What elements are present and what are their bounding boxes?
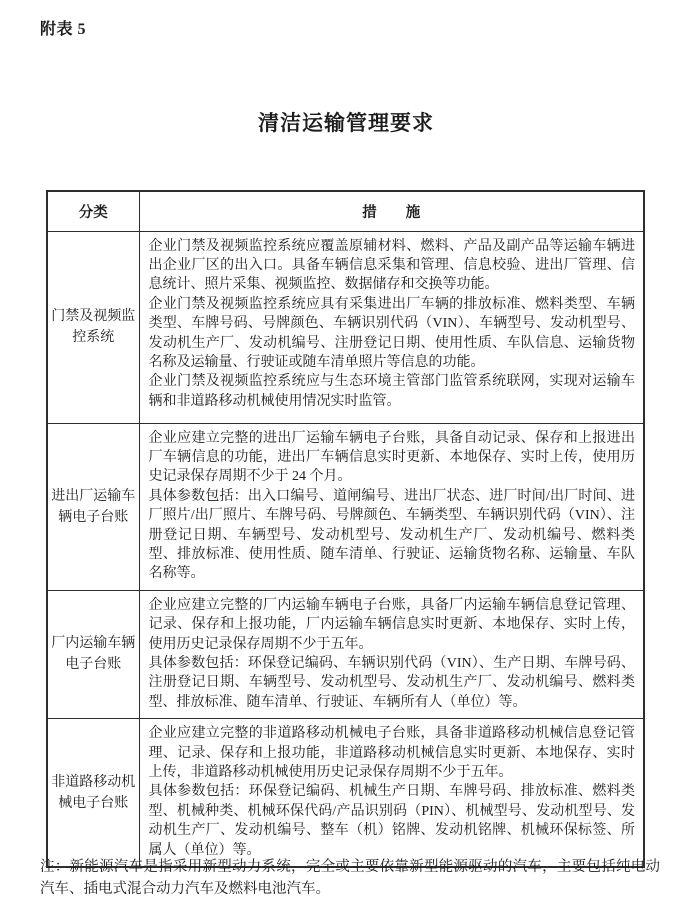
measure-paragraph: 企业应建立完整的非道路移动机械电子台账，具备非道路移动机械信息登记管理、记录、保存和上报功能，非道路移动机械信息实时更新、本地保存、实时上传，非道路移动机械使用历史记录保存周期不少于五年。 (148, 726, 635, 780)
table-header-row (47, 191, 644, 231)
measure-paragraph: 具体参数包括：环保登记编码、车辆识别代码（VIN）、生产日期、车牌号码、注册登记日期、车辆型号、发动机型号、发动机生产厂、发动机编号、燃料类型、排放标准、随车清单、行驶证、车辆所有人（单位）等。 (148, 655, 635, 710)
table-row-inout-vehicle-ledger (47, 423, 644, 590)
measure-paragraph: 具体参数包括：环保登记编码、机械生产日期、车牌号码、排放标准、燃料类型、机械种类、机械环保代码/产品识别码（PIN）、机械型号、发动机型号、发动机生产厂、发动机编号、整车（机）铭牌、发动机铭牌、机械环保标签、所属人（单位）等。 (148, 784, 635, 858)
measure-paragraph: 具体参数包括：出入口编号、道闸编号、进出厂状态、进厂时间/出厂时间、进厂照片/出厂照片、车牌号码、号牌颜色、车辆类型、车辆识别代码（VIN）、注册登记日期、车辆型号、发动机型号、发动机生产厂、发动机编号、燃料类型、排放标准、使用性质、随车清单、行驶证、运输货物名称、运输量、车队名称等。 (148, 488, 635, 582)
management-requirements-table (46, 190, 645, 868)
table-row-offroad-machinery-ledger (47, 719, 644, 867)
category-infactory-vehicle-ledger: 厂内运输车辆电子台账 (47, 590, 139, 718)
category-offroad-machinery-ledger: 非道路移动机械电子台账 (47, 719, 139, 867)
measures-infactory-vehicle-ledger (139, 590, 644, 718)
measure-paragraph: 企业门禁及视频监控系统应覆盖原辅材料、燃料、产品及副产品等运输车辆进出企业厂区的出入口。具备车辆信息采集和管理、信息校验、进出厂管理、信息统计、照片采集、视频监控、数据储存和交换等功能。 (148, 238, 635, 293)
appendix-label: 附表 5 (40, 21, 87, 38)
header-measures: 措 施 (139, 191, 644, 231)
measure-paragraph: 企业门禁及视频监控系统应具有采集进出厂车辆的排放标准、燃料类型、车辆类型、车牌号码、号牌颜色、车辆识别代码（VIN）、车辆型号、发动机型号、发动机生产厂、发动机编号、注册登记日期、使用性质、车队信息、运输货物名称及运输量、行驶证或随车清单照片等信息的功能。 (148, 296, 635, 370)
measures-offroad-machinery-ledger (139, 719, 644, 867)
measure-paragraph: 企业应建立完整的进出厂运输车辆电子台账，具备自动记录、保存和上报进出厂车辆信息的功能，进出厂车辆信息实时更新、本地保存、实时上传，使用历史记录保存周期不少于 24 个月。 (148, 430, 635, 485)
footnote: 注：新能源汽车是指采用新型动力系统，完全或主要依靠新型能源驱动的汽车，主要包括纯电动汽车、插电式混合动力汽车及燃料电池汽车。 (40, 859, 660, 897)
table-row-infactory-vehicle-ledger (47, 590, 644, 718)
category-inout-vehicle-ledger: 进出厂运输车辆电子台账 (47, 423, 139, 590)
header-category: 分类 (47, 191, 139, 231)
measure-paragraph: 企业应建立完整的厂内运输车辆电子台账，具备厂内运输车辆信息登记管理、记录、保存和上报功能，厂内运输车辆信息实时更新、本地保存、实时上传，使用历史记录保存周期不少于五年。 (148, 597, 635, 652)
category-access-video-system: 门禁及视频监控系统 (47, 231, 139, 423)
table-row-access-video-system (47, 231, 644, 423)
measure-paragraph: 企业门禁及视频监控系统应与生态环境主管部门监管系统联网，实现对运输车辆和非道路移动机械使用情况实时监管。 (148, 374, 635, 409)
measures-inout-vehicle-ledger (139, 423, 644, 590)
page-title: 清洁运输管理要求 (258, 111, 434, 136)
measures-access-video-system (139, 231, 644, 423)
